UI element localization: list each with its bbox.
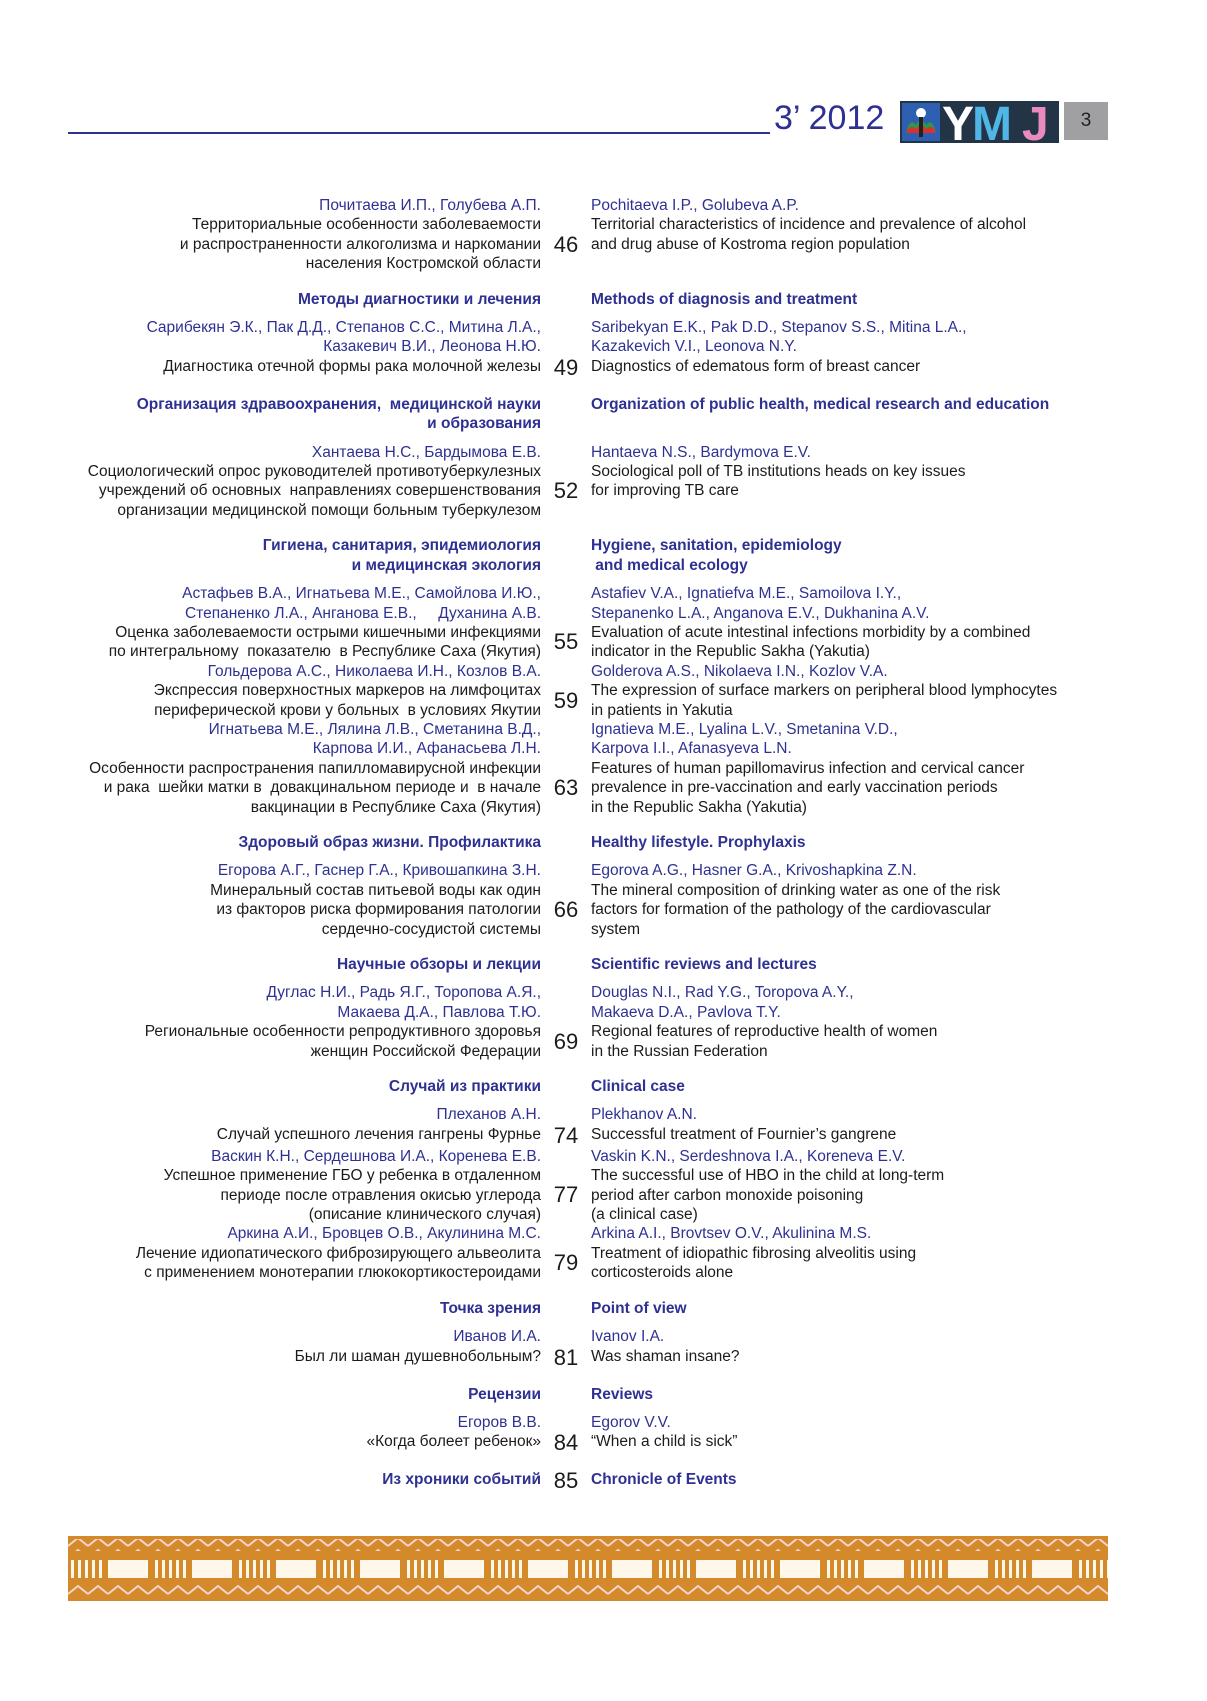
authors-en-line: Golderova A.S., Nikolaeva I.N., Kozlov V.A. xyxy=(591,662,888,680)
authors-en xyxy=(591,1224,1120,1243)
article-title-en-line: Was shaman insane? xyxy=(591,1347,740,1365)
toc-page-number[interactable]: 85 xyxy=(553,1468,579,1494)
authors-en-line: Stepanenko L.A., Anganova E.V., Dukhanina A.V. xyxy=(591,604,930,622)
authors-en-line: Douglas N.I., Rad Y.G., Toropova A.Y., xyxy=(591,984,854,1002)
article-title-en-line: period after carbon monoxide poisoning xyxy=(591,1186,864,1204)
article-title-ru-line: периферической крови у больных в условиях Якутии xyxy=(154,701,541,719)
section-heading-en-line: Scientific reviews and lectures xyxy=(591,956,817,973)
article-title-ru-line: и распространенности алкоголизма и наркомании xyxy=(179,235,541,253)
authors-ru-line: Макаева Д.А., Павлова Т.Ю. xyxy=(337,1003,541,1021)
section-heading-en xyxy=(591,1385,1120,1404)
article-title-ru-line: сердечно-сосудистой системы xyxy=(321,920,541,938)
article-title-ru[interactable] xyxy=(60,357,541,379)
article-title-en-line: “When a child is sick” xyxy=(591,1433,738,1451)
section-heading-en xyxy=(591,833,1120,852)
section-heading-ru-line: Из хроники событий xyxy=(382,1471,541,1489)
authors-en xyxy=(591,1105,1120,1124)
article-title-en-line: Treatment of idiopathic fibrosing alveolitis using xyxy=(591,1244,917,1262)
article-title-ru[interactable] xyxy=(60,681,541,720)
article-title-ru-line: и рака шейки матки в довакцинальном периоде и в начале xyxy=(103,779,541,797)
authors-ru xyxy=(60,1147,541,1166)
article-title-ru[interactable] xyxy=(60,215,541,273)
table-of-contents xyxy=(60,196,1120,1501)
authors-ru-line: Гольдерова А.С., Николаева И.Н., Козлов В.А. xyxy=(207,662,541,680)
article-title-ru-line: «Когда болеет ребенок» xyxy=(366,1433,541,1451)
section-heading-ru-line: Научные обзоры и лекции xyxy=(336,956,541,973)
article-title-en-line: prevalence in pre-vaccination and early vaccination periods xyxy=(591,779,998,797)
article-title-ru-line: учреждений об основных направлениях совершенствования xyxy=(98,482,541,500)
authors-ru xyxy=(60,584,541,623)
section-heading-en-line: Reviews xyxy=(591,1385,654,1403)
article-title-en-line: indicator in the Republic Sakha (Yakutia) xyxy=(591,643,870,661)
article-title-en[interactable] xyxy=(591,1432,1120,1454)
article-title-en[interactable] xyxy=(591,623,1120,662)
article-title-ru-line: Социологический опрос руководителей противотуберкулезных xyxy=(87,463,541,481)
toc-page-number[interactable]: 63 xyxy=(553,774,579,800)
authors-en xyxy=(591,1413,1120,1432)
spacer xyxy=(541,1105,591,1124)
article-title-en[interactable] xyxy=(591,1166,1120,1224)
authors-en-line: Saribekyan E.K., Pak D.D., Stepanov S.S., Mitina L.A., xyxy=(591,319,967,337)
toc-page-number[interactable]: 74 xyxy=(553,1122,579,1148)
section-heading-en-line: and medical ecology xyxy=(591,556,748,574)
authors-en xyxy=(591,1147,1120,1166)
authors-ru-line: Дуглас Н.И., Радь Я.Г., Торопова А.Я., xyxy=(266,984,541,1002)
article-title-en[interactable] xyxy=(591,1022,1120,1061)
authors-en-line: Egorova A.G., Hasner G.A., Krivoshapkina Z.N. xyxy=(591,862,917,880)
authors-en-line: Arkina A.I., Brovtsev O.V., Akulinina M.S. xyxy=(591,1225,872,1243)
article-title-ru-line: Территориальные особенности заболеваемости xyxy=(192,216,541,234)
article-title-ru-line: Экспрессия поверхностных маркеров на лимфоцитах xyxy=(153,682,541,700)
article-title-ru-line: женщин Российской Федерации xyxy=(310,1042,541,1060)
authors-ru xyxy=(60,1413,541,1432)
authors-en xyxy=(591,1327,1120,1346)
authors-ru-line: Карпова И.И., Афанасьева Л.Н. xyxy=(312,740,541,758)
authors-en-line: Hantaeva N.S., Bardymova E.V. xyxy=(591,443,811,461)
article-title-en-line: in the Russian Federation xyxy=(591,1042,768,1060)
section-heading-en xyxy=(591,1470,1120,1492)
section-heading-ru-line: Методы диагностики и лечения xyxy=(297,290,541,308)
issue-number: 3’ 2012 xyxy=(774,99,885,137)
toc-page-number[interactable]: 49 xyxy=(553,354,579,380)
authors-en-line: Egorov V.V. xyxy=(591,1413,671,1431)
spacer xyxy=(541,662,591,681)
authors-en-line: Karpova I.I., Afanasyeva L.N. xyxy=(591,740,792,758)
authors-ru-line: Васкин К.Н., Сердешнова И.А., Коренева Е.В. xyxy=(211,1147,541,1165)
article-title-en-line: Sociological poll of TB institutions heads on key issues xyxy=(591,463,966,481)
spacer xyxy=(541,1224,591,1243)
authors-en-line: Ivanov I.A. xyxy=(591,1328,665,1346)
article-title-en-line: Diagnostics of edematous form of breast cancer xyxy=(591,357,921,375)
section-heading-en xyxy=(591,290,1120,309)
article-title-ru-line: по интегральному показателю в Республике Саха (Якутия) xyxy=(108,643,541,661)
article-title-en[interactable] xyxy=(591,1347,1120,1369)
section-heading-ru xyxy=(60,1385,541,1404)
article-title-ru[interactable] xyxy=(60,462,541,520)
authors-en-line: Pochitaeva I.P., Golubeva A.P. xyxy=(591,197,799,214)
authors-ru-line: Почитаева И.П., Голубева А.П. xyxy=(319,197,541,214)
article-title-ru-line: из факторов риска формирования патологии xyxy=(216,901,541,919)
authors-ru xyxy=(60,983,541,1022)
toc-page-number[interactable]: 84 xyxy=(553,1430,579,1456)
toc-page-number[interactable]: 77 xyxy=(553,1182,579,1208)
toc-page-number[interactable]: 55 xyxy=(553,629,579,655)
article-title-en-line: The mineral composition of drinking water as one of the risk xyxy=(591,881,1001,899)
section-heading-ru xyxy=(60,833,541,852)
section-heading-en-line: Hygiene, sanitation, epidemiology xyxy=(591,537,842,555)
section-heading-en-line: Healthy lifestyle. Prophylaxis xyxy=(591,833,806,851)
authors-ru xyxy=(60,720,541,759)
section-heading-ru xyxy=(60,1077,541,1096)
authors-en-line: Astafiev V.A., Ignatiefva M.E., Samoilova I.Y., xyxy=(591,585,902,603)
authors-ru-line: Астафьев В.А., Игнатьева М.Е., Самойлова И.Ю., xyxy=(182,585,541,603)
article-title-en[interactable] xyxy=(591,1125,1120,1147)
spacer xyxy=(541,720,591,759)
article-title-en-line: Features of human papillomavirus infection and cervical cancer xyxy=(591,759,1025,777)
authors-en-line: Makaeva D.A., Pavlova T.Y. xyxy=(591,1003,781,1021)
section-heading-ru xyxy=(60,290,541,309)
authors-en xyxy=(591,196,1120,215)
section-heading-en xyxy=(591,536,1120,575)
article-title-en-line: The expression of surface markers on peripheral blood lymphocytes xyxy=(591,682,1058,700)
authors-en xyxy=(591,662,1120,681)
authors-ru-line: Плеханов А.Н. xyxy=(436,1106,541,1124)
authors-ru xyxy=(60,196,541,215)
authors-en xyxy=(591,443,1120,462)
toc-page-number[interactable]: 81 xyxy=(553,1344,579,1370)
toc-page-number[interactable]: 79 xyxy=(553,1250,579,1276)
authors-en-line: Kazakevich V.I., Leonova N.Y. xyxy=(591,338,797,356)
authors-ru xyxy=(60,1105,541,1124)
page-number: 3 xyxy=(1064,102,1108,140)
article-title-ru[interactable] xyxy=(60,1022,541,1061)
article-title-ru[interactable] xyxy=(60,1432,541,1454)
section-heading-en-line: Organization of public health, medical research and education xyxy=(591,395,1050,413)
spacer xyxy=(541,861,591,880)
authors-ru xyxy=(60,318,541,357)
article-title-en[interactable] xyxy=(591,462,1120,520)
section-heading-ru-line: Рецензии xyxy=(468,1385,541,1403)
article-title-ru-line: Был ли шаман душевнобольным? xyxy=(294,1347,541,1365)
section-heading-ru xyxy=(60,395,541,434)
section-heading-en xyxy=(591,1077,1120,1096)
spacer xyxy=(541,1147,591,1166)
emblem-icon xyxy=(902,103,940,141)
authors-ru xyxy=(60,1224,541,1243)
authors-en xyxy=(591,584,1120,623)
article-title-ru-line: Диагностика отечной формы рака молочной железы xyxy=(163,357,541,375)
article-title-ru-line: Особенности распространения папилломавирусной инфекции xyxy=(89,759,541,777)
section-heading-ru xyxy=(60,955,541,974)
spacer xyxy=(541,584,591,623)
section-heading-en xyxy=(591,955,1120,974)
spacer xyxy=(541,318,591,357)
section-heading-ru-line: и медицинская экология xyxy=(351,556,541,574)
article-title-ru[interactable] xyxy=(60,1166,541,1224)
section-heading-ru-line: и образования xyxy=(427,415,541,433)
article-title-en-line: The successful use of HBO in the child at long-term xyxy=(591,1167,945,1185)
footer-ornament xyxy=(68,1536,1108,1601)
article-title-en-line: corticosteroids alone xyxy=(591,1264,734,1282)
article-title-ru[interactable] xyxy=(60,881,541,939)
toc-page-number[interactable]: 59 xyxy=(553,687,579,713)
section-heading-en xyxy=(591,1299,1120,1318)
authors-ru-line: Степаненко Л.А., Анганова Е.В., Духанина А.В. xyxy=(184,604,541,622)
toc-page-number[interactable]: 52 xyxy=(553,478,579,504)
article-title-en-line: in the Republic Sakha (Yakutia) xyxy=(591,798,807,816)
article-title-ru-line: населения Костромской области xyxy=(305,255,541,273)
authors-ru-line: Аркина А.И., Бровцев О.В., Акулинина М.С. xyxy=(227,1225,541,1243)
article-title-ru-line: Региональные особенности репродуктивного здоровья xyxy=(144,1023,541,1041)
article-title-ru-line: Оценка заболеваемости острыми кишечными инфекциями xyxy=(115,623,541,641)
article-title-en-line: (a clinical case) xyxy=(591,1206,698,1224)
article-title-en[interactable] xyxy=(591,759,1120,817)
journal-logo: Y M J xyxy=(900,101,1059,143)
spacer xyxy=(541,196,591,215)
article-title-en[interactable] xyxy=(591,681,1120,720)
section-heading-ru-line: Точка зрения xyxy=(440,1299,541,1317)
article-title-en-line: factors for formation of the pathology of the cardiovascular xyxy=(591,901,991,919)
authors-en-line: Ignatieva M.E., Lyalina L.V., Smetanina V.D., xyxy=(591,720,898,738)
article-title-ru[interactable] xyxy=(60,623,541,662)
authors-ru xyxy=(60,861,541,880)
section-heading-en-line: Chronicle of Events xyxy=(591,1471,737,1489)
authors-en-line: Vaskin K.N., Serdeshnova I.A., Koreneva E.V. xyxy=(591,1147,906,1165)
header-rule xyxy=(68,132,770,134)
spacer xyxy=(541,443,591,462)
section-heading-ru-line: Организация здравоохранения, медицинской науки xyxy=(136,395,541,413)
article-title-ru-line: Успешное применение ГБО у ребенка в отдаленном xyxy=(163,1167,541,1185)
authors-ru-line: Егорова А.Г., Гаснер Г.А., Кривошапкина З.Н. xyxy=(217,862,541,880)
section-heading-ru xyxy=(60,536,541,575)
authors-en xyxy=(591,983,1120,1022)
article-title-ru-line: Случай успешного лечения гангрены Фурнье xyxy=(216,1125,541,1143)
article-title-ru-line: вакцинации в Республике Саха (Якутия) xyxy=(250,798,541,816)
authors-ru-line: Егоров В.В. xyxy=(457,1413,541,1431)
authors-ru xyxy=(60,662,541,681)
article-title-en-line: Regional features of reproductive health of women xyxy=(591,1023,938,1041)
article-title-en[interactable] xyxy=(591,357,1120,379)
article-title-ru[interactable] xyxy=(60,1347,541,1369)
article-title-en[interactable] xyxy=(591,881,1120,939)
article-title-en-line: Evaluation of acute intestinal infections morbidity by a combined xyxy=(591,623,1031,641)
section-heading-ru-line: Здоровый образ жизни. Профилактика xyxy=(238,833,541,851)
article-title-en-line: for improving TB care xyxy=(591,482,739,500)
authors-ru xyxy=(60,443,541,462)
authors-ru xyxy=(60,1327,541,1346)
article-title-en[interactable] xyxy=(591,215,1120,273)
authors-en xyxy=(591,861,1120,880)
article-title-ru-line: Минеральный состав питьевой воды как один xyxy=(210,881,541,899)
authors-ru-line: Игнатьева М.Е., Лялина Л.В., Сметанина В.Д., xyxy=(208,720,541,738)
article-title-ru[interactable] xyxy=(60,1244,541,1283)
article-title-ru-line: с применением монотерапии глюкокортикостероидами xyxy=(144,1264,541,1282)
section-heading-ru xyxy=(60,1470,541,1492)
authors-en xyxy=(591,720,1120,759)
section-heading-en-line: Methods of diagnosis and treatment xyxy=(591,290,858,308)
toc-page-number[interactable]: 69 xyxy=(553,1028,579,1054)
article-title-en-line: Territorial characteristics of incidence and prevalence of alcohol xyxy=(591,216,1027,234)
spacer xyxy=(541,1327,591,1346)
article-title-en[interactable] xyxy=(591,1244,1120,1283)
section-heading-en-line: Point of view xyxy=(591,1299,687,1317)
article-title-ru[interactable] xyxy=(60,1125,541,1147)
article-title-ru[interactable] xyxy=(60,759,541,817)
article-title-en-line: system xyxy=(591,920,641,938)
authors-ru-line: Иванов И.А. xyxy=(453,1328,541,1346)
authors-ru-line: Сарибекян Э.К., Пак Д.Д., Степанов С.С., Митина Л.А., xyxy=(146,319,541,337)
spacer xyxy=(541,983,591,1022)
article-title-ru-line: (описание клинического случая) xyxy=(308,1206,541,1224)
article-title-en-line: and drug abuse of Kostroma region population xyxy=(591,235,910,253)
article-title-en-line: Successful treatment of Fournier’s gangrene xyxy=(591,1125,897,1143)
authors-en-line: Plekhanov A.N. xyxy=(591,1106,697,1124)
section-heading-ru-line: Случай из практики xyxy=(388,1078,541,1096)
authors-ru-line: Казакевич В.И., Леонова Н.Ю. xyxy=(323,338,541,356)
section-heading-ru-line: Гигиена, санитария, эпидемиология xyxy=(262,537,541,555)
authors-en xyxy=(591,318,1120,357)
article-title-ru-line: организации медицинской помощи больным туберкулезом xyxy=(117,501,541,519)
section-heading-en-line: Clinical case xyxy=(591,1078,685,1096)
section-heading-ru xyxy=(60,1299,541,1318)
article-title-ru-line: Лечение идиопатического фиброзирующего альвеолита xyxy=(135,1244,541,1262)
article-title-en-line: in patients in Yakutia xyxy=(591,701,733,719)
article-title-ru-line: периоде после отравления окисью углерода xyxy=(220,1186,541,1204)
section-heading-en xyxy=(591,395,1120,434)
authors-ru-line: Хантаева Н.С., Бардымова Е.В. xyxy=(311,443,541,461)
toc-page-number[interactable]: 46 xyxy=(553,231,579,257)
toc-page-number[interactable]: 66 xyxy=(553,896,579,922)
